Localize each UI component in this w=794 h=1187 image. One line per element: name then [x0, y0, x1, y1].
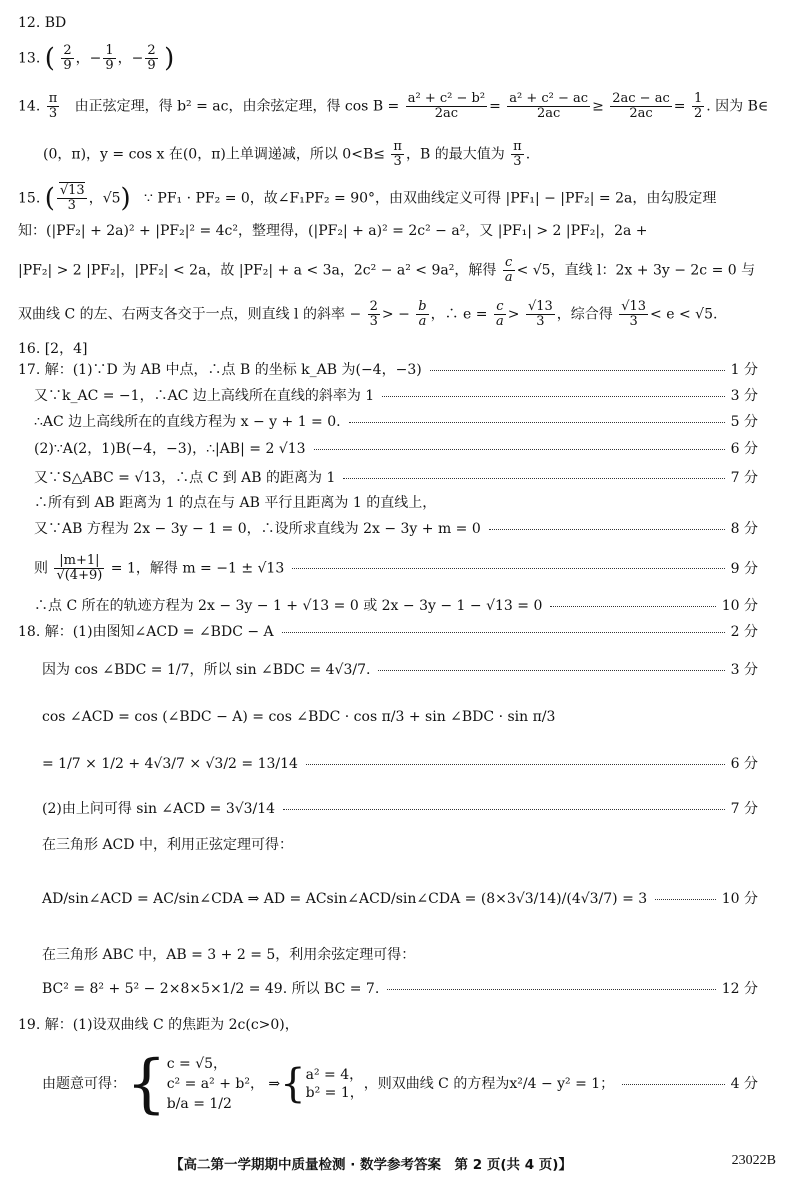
score: 9 分	[730, 560, 758, 577]
q18-row: 因为 cos ∠BDC = 1/7，所以 sin ∠BDC = 4√3/7. 3 分	[42, 662, 758, 678]
score: 10 分	[721, 891, 758, 907]
q18-row: cos ∠ACD = cos (∠BDC − A) = cos ∠BDC · cos π/3 + sin ∠BDC · sin π/3	[42, 709, 556, 725]
answer-14-text: 由正弦定理，得 b² = ac，由余弦定理，得 cos B =	[74, 98, 400, 115]
answer-15-number: 15.	[18, 190, 41, 207]
answer-16: 16. [2，4]	[18, 341, 88, 357]
answer-13-number: 13.	[18, 50, 41, 67]
page-footer	[0, 1153, 794, 1173]
score: 4 分	[730, 1076, 758, 1092]
score: 3 分	[730, 388, 758, 404]
q18-row: = 1/7 × 1/2 + 4√3/7 × √3/2 = 13/14 6 分	[42, 756, 758, 772]
score: 1 分	[730, 362, 758, 378]
answer-14-number: 14.	[18, 98, 41, 115]
q17-row: 又∵AB 方程为 2x − 3y − 1 = 0，∴设所求直线为 2x − 3y + m = 0 8 分	[34, 521, 758, 537]
q17-row: ∴所有到 AB 距离为 1 的点在与 AB 平行且距离为 1 的直线上，	[34, 495, 437, 511]
q18-row: BC² = 8² + 5² − 2×8×5×1/2 = 49. 所以 BC = 7. 12 分	[42, 981, 758, 997]
answer-14-line1: 14. $\frac{\pi}{3}$ 由正弦定理，得 b² = ac，由余弦定理，得 cos B = $\frac{\text{a² + c² − b²}}{2ac}$ = $\frac{\text{a² + c² − ac}}{2ac}$ ≥ $\frac{2ac - ac}{2ac}$ = $\frac{1}{2}$ . 因为 B∈	[18, 91, 769, 121]
score: 2 分	[730, 624, 758, 640]
q17-row: ∴点 C 所在的轨迹方程为 2x − 3y − 1 + √13 = 0 或 2x − 3y − 1 − √13 = 0 10 分	[34, 598, 758, 614]
q17-row: 又∵S△ABC = √13，∴点 C 到 AB 的距离为 1 7 分	[34, 470, 758, 486]
answer-15-line3: |PF₂| > 2 |PF₂|，|PF₂| < 2a，故 |PF₂| + a < 3a，2c² − a² < 9a²，解得 $\frac{c}{a}$ < √5，直线 l：2x + 3y − 2c = 0 与	[18, 255, 756, 285]
answer-13: 13. ( $\frac{2}{9}$ ，− $\frac{1}{9}$ ，− $\frac{2}{9}$ )	[18, 43, 175, 74]
answer-15-line1: 15. ( $\frac{√13}{3}$ ，√5) ∵ PF₁ · PF₂ = 0，故∠F₁PF₂ = 90°，由双曲线定义可得 |PF₁| − |PF₂| = 2a，由勾股定理	[18, 183, 717, 214]
score: 8 分	[730, 521, 758, 537]
score: 3 分	[730, 662, 758, 678]
answer-15-line4: 双曲线 C 的左、右两支各交于一点，则直线 l 的斜率 − $\frac{2}{3}$ > − $\frac{b}{a}$ ，∴ e = $\frac{c}{a}$ > $\frac{√13}{3}$ ，综合得 $\frac{√13}{3}$ < e < √5.	[18, 299, 718, 329]
score: 6 分	[730, 756, 758, 772]
answer-12: 12. BD	[18, 15, 67, 31]
q17-row: 17. 解：(1)∵D 为 AB 中点，∴点 B 的坐标 k_AB 为(−4，−3) 1 分	[18, 362, 758, 378]
score: 12 分	[721, 981, 758, 997]
score: 10 分	[721, 598, 758, 614]
q19-row: 19. 解：(1)设双曲线 C 的焦距为 2c(c>0)，	[18, 1017, 299, 1033]
left-brace-icon: {	[126, 1047, 167, 1121]
footer-title: 【高二第一学期期中质量检测 · 数学参考答案 第 2 页(共 4 页)】	[170, 1157, 572, 1173]
answer-14-line2: (0，π)，y = cos x 在(0，π)上单调递减，所以 0<B≤ $\frac{\pi}{3}$ ，B 的最大值为 $\frac{\pi}{3}$ .	[43, 139, 531, 169]
q17-row: 则 $\frac{|m+1|}{√(4+9)}$ = 1，解得 m = −1 ± √13 9 分	[34, 553, 758, 583]
score: 7 分	[730, 470, 758, 486]
score: 5 分	[730, 414, 758, 430]
left-brace-icon: {	[280, 1061, 306, 1107]
q18-row: 18. 解：(1)由图知∠ACD = ∠BDC − A 2 分	[18, 624, 758, 640]
q17-row: (2)∵A(2，1)B(−4，−3)，∴|AB| = 2 √13 6 分	[34, 441, 758, 457]
q17-row: 又∵k_AC = −1，∴AC 边上高线所在直线的斜率为 1 3 分	[34, 388, 758, 404]
q18-row: 在三角形 ACD 中，利用正弦定理可得：	[42, 837, 293, 853]
q18-row: AD/sin∠ACD = AC/sin∠CDA ⇒ AD = ACsin∠ACD/sin∠CDA = (8×3√3/14)/(4√3/7) = 3 10 分	[42, 891, 758, 907]
q19-system-1: c = √5， c² = a² + b²， b/a = 1/2	[166, 1056, 264, 1112]
q18-row: 在三角形 ABC 中，AB = 3 + 2 = 5，利用余弦定理可得：	[42, 947, 416, 963]
q18-row: (2)由上问可得 sin ∠ACD = 3√3/14 7 分	[42, 801, 758, 817]
q17-row: ∴AC 边上高线所在的直线方程为 x − y + 1 = 0. 5 分	[34, 414, 758, 430]
q19-system-row: 由题意可得： { c = √5， c² = a² + b²， b/a = 1/2 ⇒ { a² = 4， b² = 1， ，则双曲线 C 的方程为 x²/4 − y² = 1； 4 分	[42, 1047, 758, 1121]
score: 7 分	[730, 801, 758, 817]
paper-code: 23022B	[731, 1153, 776, 1168]
score: 6 分	[730, 441, 758, 457]
answer-15-line2: 知：(|PF₂| + 2a)² + |PF₂|² = 4c²，整理得，(|PF₂| + a)² = 2c² − a²，又 |PF₁| > 2 |PF₂|，2a +	[18, 223, 648, 239]
q19-system-2: a² = 4， b² = 1，	[305, 1067, 364, 1101]
